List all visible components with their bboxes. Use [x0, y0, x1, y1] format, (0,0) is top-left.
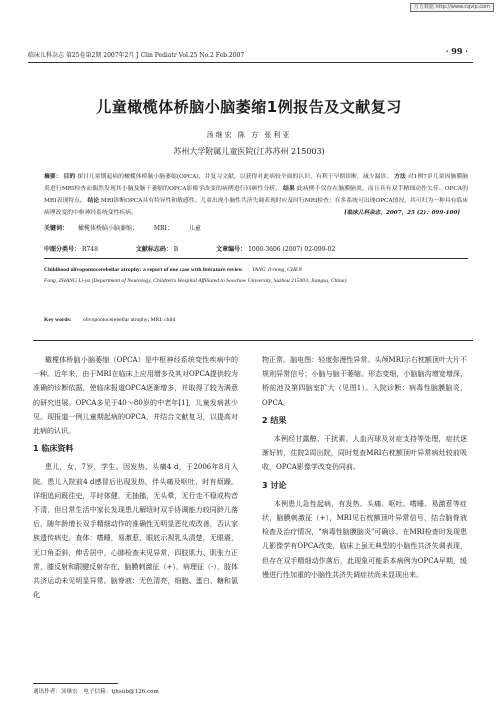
- header-rule: [28, 62, 473, 63]
- running-header: 临床儿科杂志 第25卷第2期 2007年2月 J Clin Pediatr Vol.25 No.2 Feb.2007: [28, 52, 245, 59]
- corresponding-author-footnote: 通讯作者：汤继宏 电子信箱：tjhsub@126.com: [33, 689, 159, 695]
- keyword: MRI；: [153, 225, 173, 232]
- doc-code-label: 文献标志码：: [135, 246, 172, 253]
- section-heading-results: 2 结果: [262, 415, 287, 425]
- article-no-label: 文章编号：: [216, 246, 247, 253]
- result-text: 此病例不仅存在脑膜脑炎，而且具有双手精细动作欠佳、OPCA的MRI表现特点。: [44, 186, 468, 204]
- english-keywords-text: olivopontocerebellar atrophy; MRI; child: [82, 317, 176, 323]
- affiliation: 苏州大学附属儿童医院(江苏苏州 215003): [173, 147, 325, 156]
- abstract-rule: [44, 258, 468, 259]
- article-no-value: 1000-3606 (2007) 02-099-02: [248, 246, 336, 253]
- page-number: · 99 ·: [445, 46, 468, 56]
- clc-label: 中图分类号：: [44, 246, 81, 253]
- section-heading-clinical: 1 临床资料: [33, 444, 74, 454]
- classification-row: [44, 244, 335, 253]
- goal-label: 目的: [63, 174, 76, 180]
- body-rule: [33, 340, 473, 341]
- right-column: [262, 353, 467, 582]
- discussion-paragraph: 本例患儿急性起病，有发热、头痛、呕吐、嗜睡、易激惹等症状，脑膜刺激征（+），MRI见右枕额顶叶异常信号，结合脑脊液检查及治疗情况，"病毒性脑膜脑炎"可确诊。在MRI检查时发现患儿影像学有OPCA改变，临床上虽无典型的小脑性共济失调表现，但存在双手精细动作落后，此现象可能系本病例为OPCA早期，缓慢进行性加重的小脑性共济失调症状尚未显现出来。: [262, 499, 467, 579]
- results-paragraph: 本例经甘露醇、干扰素、人血丙球及对症支持等处理，症状逐渐好转，住院2周出院，同时复查MRI右枕额顶叶异常病灶较前吸收，OPCA影像学改变仍同前。: [262, 435, 467, 472]
- authors: 汤继宏 陈 方 张利亚: [206, 131, 292, 139]
- keywords-label: 关键词：: [44, 225, 69, 232]
- abstract-label: 摘要：: [44, 174, 62, 180]
- result-label: 结果: [283, 186, 295, 192]
- keyword: 橄榄体桥脑小脑萎缩；: [77, 225, 138, 232]
- left-column: [33, 353, 238, 602]
- case-continued-paragraph: 物正常。脑电图：轻度弥漫性异常。头颅MRI示右枕额顶叶大片不规则异常信号；小脑与脑干萎缩。形态变细，小脑脑沟增宽增深，桥前池及第四脑室扩大（见图1）。入院诊断：病毒性脑膜脑炎，OPCA。: [262, 356, 467, 407]
- english-title: Childhood olivopontocerebellar atrophy: a report of one case with literature review: [44, 267, 243, 273]
- method-text: 对1例7岁儿童因脑膜脑炎进行MRI检查而偶然发现其小脑及脑干萎缩的OPCA影像学改变的病例进行回顾性分析。: [44, 174, 468, 192]
- clc-value: R748: [81, 246, 98, 253]
- article-title: 儿童橄榄体桥脑小脑萎缩1例报告及文献复习: [96, 98, 402, 116]
- english-keywords: [44, 317, 175, 323]
- english-authors-a: TANG Ji-hong, CHEN: [251, 267, 303, 273]
- conclusion-label: 结论: [87, 198, 100, 204]
- case-paragraph: 患儿，女，7岁，学生。因发热、头痛4 d，于2006年8月入院。患儿入院前4 d感冒后出现发热，伴头痛及呕吐，时有烦躁。详细追问既往史，平时体健，无抽搐，无头晕，无行走不稳或构音不清，但日常生活中家长发现患儿解纽时双手协调能力较同龄儿落后，随年龄增长双手精细动作的准确性无明显恶化或改善，否认家族遗传病史。查体：嗜睡，易激惹，眼底示视乳头清楚，无眼震，无口角歪斜，伸舌居中，心肺检查未见异常，四肢肌力、肌张力正常，膝反射和跟腱反射存在，脑膜刺激征（+），病理征（-），肢体共济运动未见明显异常。脑脊液：无色清亮，细胞、蛋白、糖和氯化: [33, 463, 238, 600]
- section-heading-discussion: 3 讨论: [262, 480, 287, 490]
- keyword: 儿童: [188, 225, 201, 232]
- conclusion-text: MRI诊断OPCA具有特异性和敏感性。儿童出现小脑性共济失调表现时应及时行MRI检查；在多系统可出现OPCA情况，其可归为一种具有临床病理改变的中枢神经系统变性疾病。: [44, 198, 469, 216]
- goal-text: 探讨儿童期起病的橄榄体桥脑小脑萎缩(OPCA)，并复习文献，以获得对此病较全面的认识，有利于早期诊断，减少漏诊。: [77, 174, 393, 180]
- keywords: [44, 223, 215, 232]
- footnote-rule: [33, 683, 118, 684]
- english-abstract: [44, 265, 468, 287]
- method-label: 方法: [394, 174, 406, 180]
- citation: [临床儿科杂志，2007，25 (2)：099-100]: [344, 210, 460, 216]
- intro-paragraph: 橄榄体桥脑小脑萎缩（OPCA）是中枢神经系统变性疾病中的一种。近年来，由于MRI在临床上应用增多及其对OPCA提供较为准确的诊断依据，使临床报道OPCA逐渐增多，并取得了较为满意的研究进展。OPCA多见于40～80岁的中老年[1]，儿童发病甚少见。现报道一例儿童期起病的OPCA，并结合文献复习，以提高对此病的认识。: [33, 356, 238, 436]
- english-affiliation: (Department of Neurology, Children's Hospital Affiliated to Soochow University, Suzhou 215003, Jiangsu, China): [91, 278, 347, 284]
- english-authors-b: Fang, ZHANG Li-ya: [44, 278, 91, 284]
- english-keywords-label: Key words:: [44, 317, 72, 323]
- doc-code-value: B: [173, 246, 179, 253]
- watermark-stamp: 万方数据 http://www.cqvip.com: [410, 3, 494, 12]
